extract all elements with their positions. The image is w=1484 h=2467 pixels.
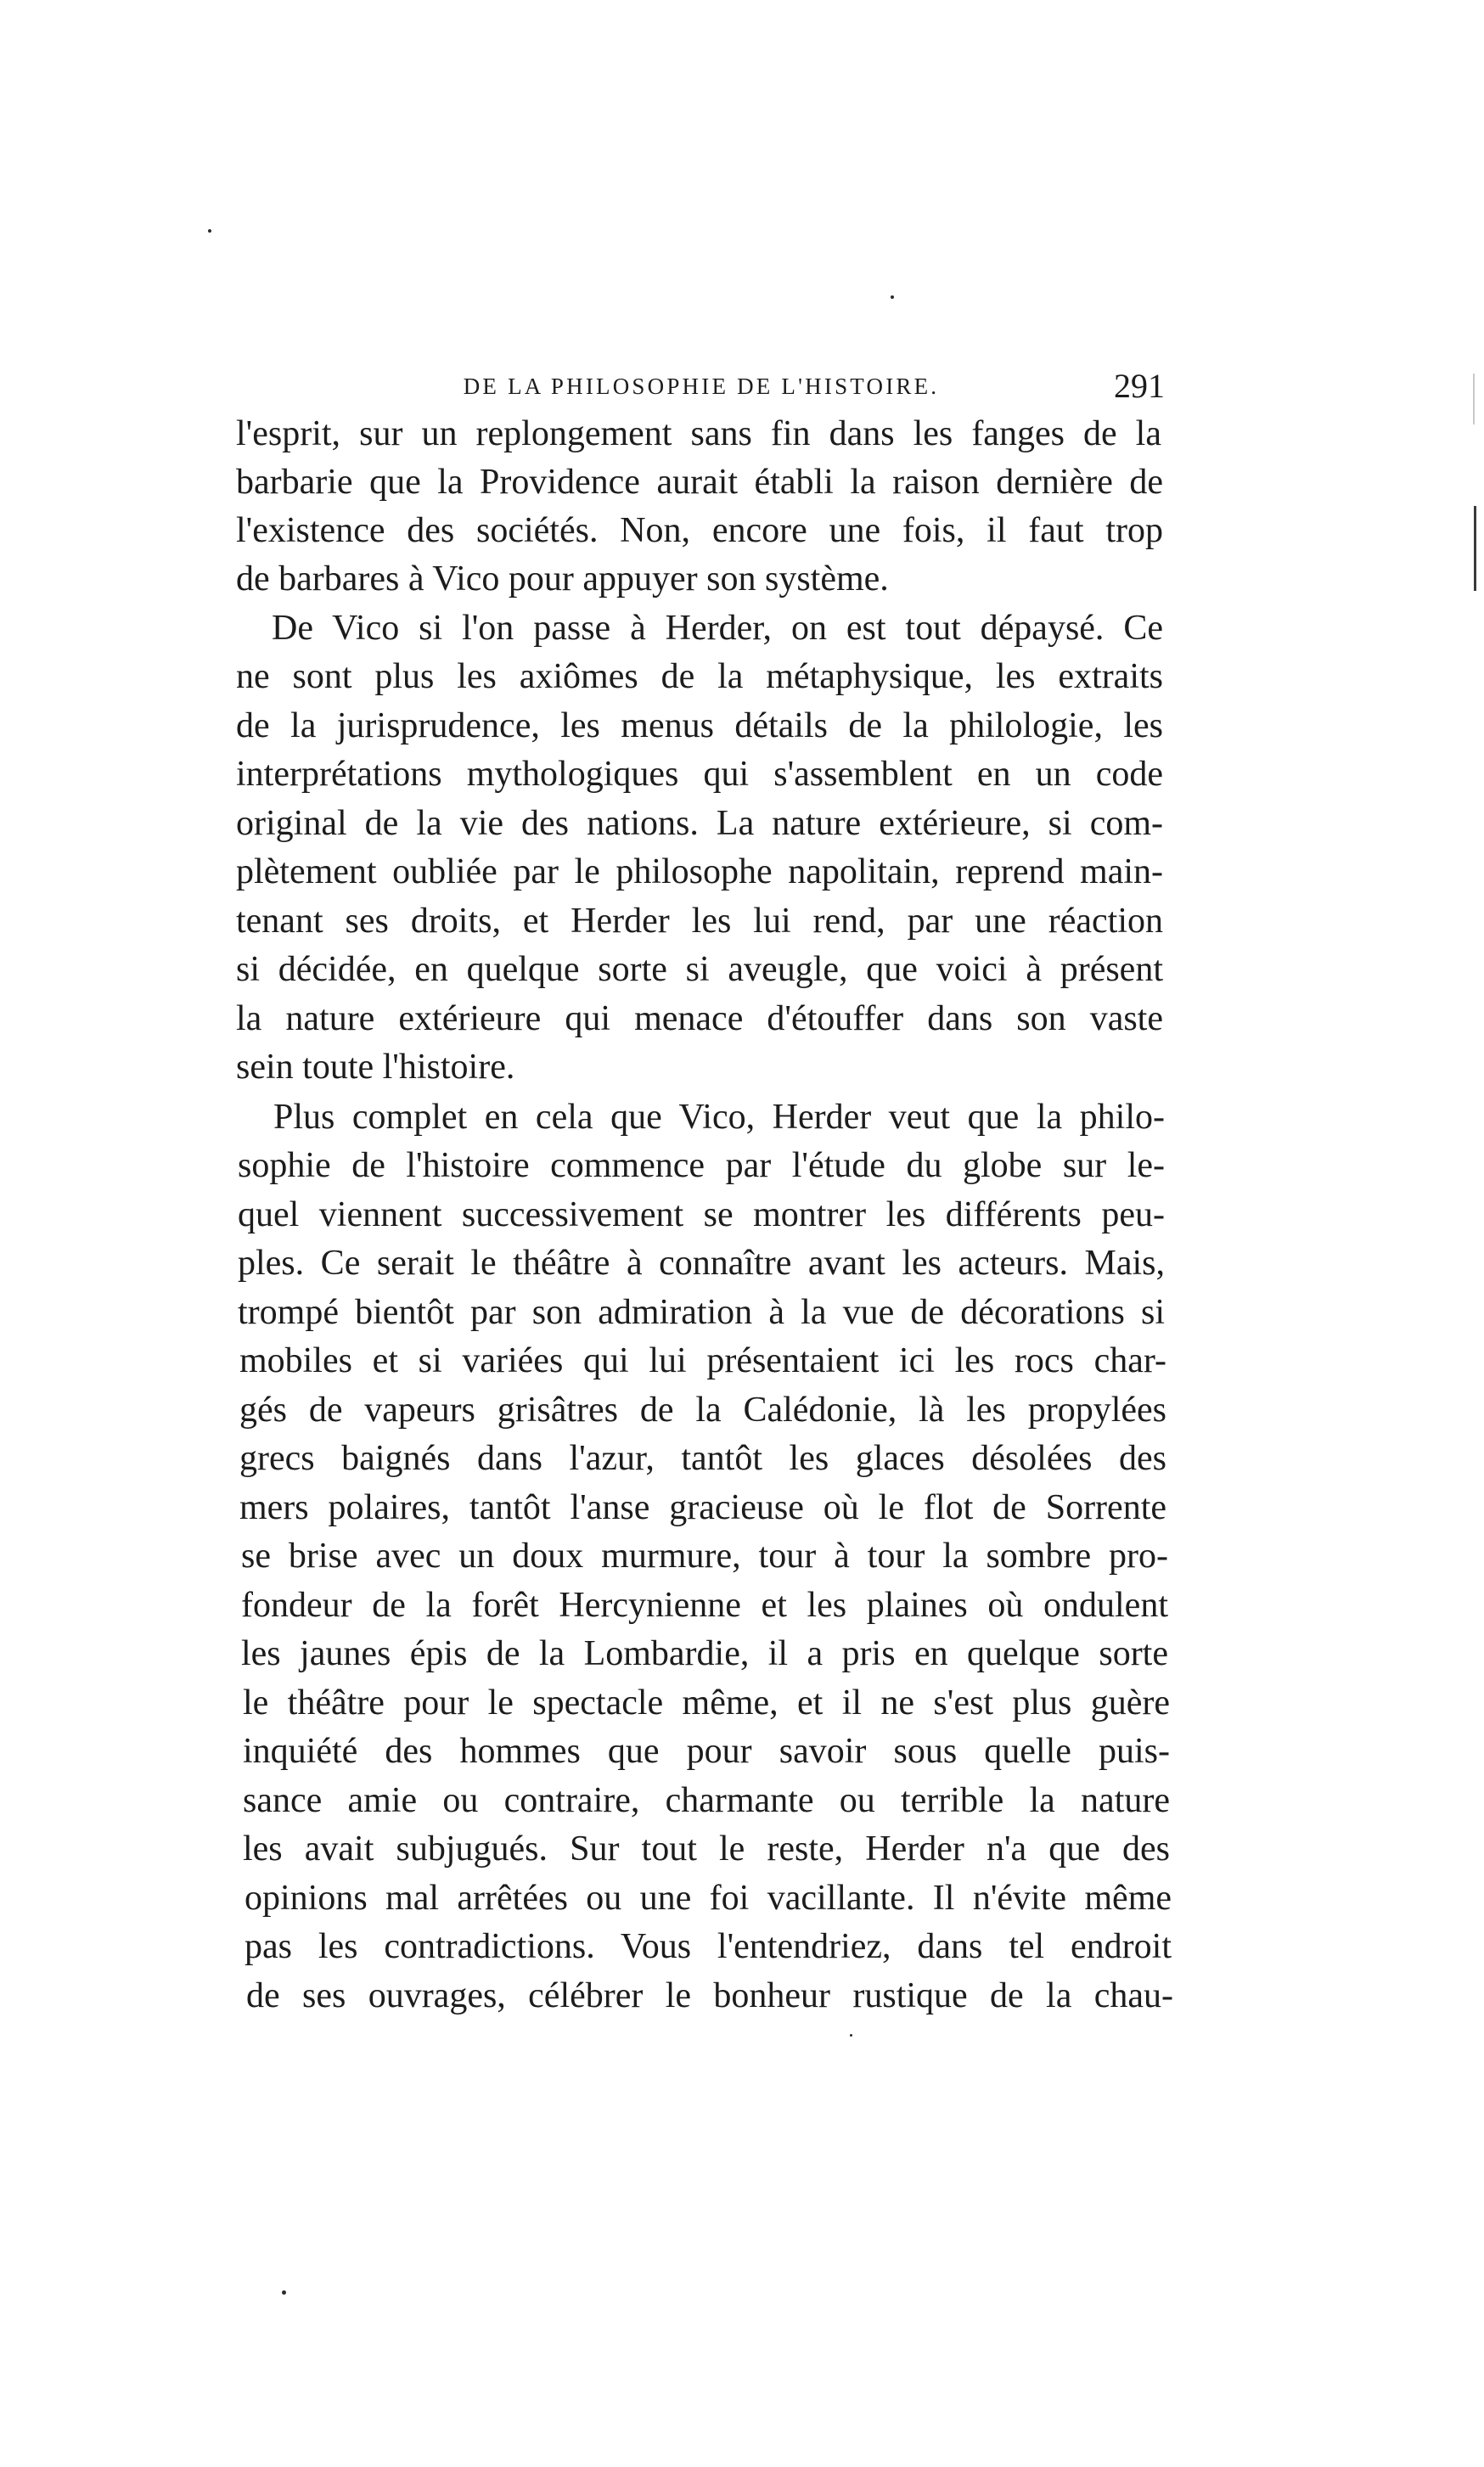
text-line: l'esprit, sur un replongement sans fin dans les fanges de la xyxy=(236,414,1161,453)
text-line: l'existence des sociétés. Non, encore une fois, il faut trop xyxy=(236,511,1163,550)
text-line: grecs baignés dans l'azur, tantôt les glaces désolées des xyxy=(239,1439,1166,1478)
text-line: la nature extérieure qui menace d'étouffer dans son vaste xyxy=(236,999,1163,1038)
text-line: les jaunes épis de la Lombardie, il a pris en quelque sorte xyxy=(241,1634,1168,1673)
text-line: sein toute l'histoire. xyxy=(236,1048,515,1087)
text-line: ne sont plus les axiômes de la métaphysique, les extraits xyxy=(236,657,1163,696)
text-line: se brise avec un doux murmure, tour à tour la sombre pro- xyxy=(241,1537,1168,1576)
text-line: de barbares à Vico pour appuyer son système. xyxy=(236,559,889,598)
text-line: mobiles et si variées qui lui présentaient ici les rocs char- xyxy=(239,1341,1166,1380)
text-line: De Vico si l'on passe à Herder, on est tout dépaysé. Ce xyxy=(272,609,1163,648)
text-line: le théâtre pour le spectacle même, et il ne s'est plus guère xyxy=(243,1683,1170,1722)
text-line: de la jurisprudence, les menus détails de la philologie, les xyxy=(236,706,1163,745)
text-line: sance amie ou contraire, charmante ou terrible la nature xyxy=(243,1781,1170,1820)
text-line: pas les contradictions. Vous l'entendriez, dans tel endroit xyxy=(245,1927,1172,1966)
text-line: fondeur de la forêt Hercynienne et les plaines où ondulent xyxy=(241,1586,1168,1625)
text-line: ples. Ce serait le théâtre à connaître avant les acteurs. Mais, xyxy=(238,1244,1165,1283)
text-line: plètement oubliée par le philosophe napolitain, reprend main- xyxy=(236,852,1163,891)
text-line: trompé bientôt par son admiration à la vue de décorations si xyxy=(238,1293,1165,1332)
page-number: 291 xyxy=(1114,367,1165,405)
text-line: gés de vapeurs grisâtres de la Calédonie, là les propylées xyxy=(239,1391,1166,1430)
text-line: barbarie que la Providence aurait établi la raison dernière de xyxy=(236,463,1163,502)
page-edge-mark xyxy=(1474,506,1476,591)
text-line: inquiété des hommes que pour savoir sous quelle puis- xyxy=(243,1732,1170,1771)
text-line: original de la vie des nations. La nature extérieure, si com- xyxy=(236,804,1163,843)
text-line: quel viennent successivement se montrer les différents peu- xyxy=(238,1195,1165,1234)
text-line: tenant ses droits, et Herder les lui rend, par une réaction xyxy=(236,902,1163,941)
scan-speck xyxy=(891,295,894,299)
text-line: sophie de l'histoire commence par l'étude du globe sur le- xyxy=(238,1146,1165,1185)
text-line: si décidée, en quelque sorte si aveugle, que voici à présent xyxy=(236,950,1163,989)
running-title: DE LA PHILOSOPHIE DE L'HISTOIRE. xyxy=(463,374,940,399)
text-line: interprétations mythologiques qui s'assemblent en un code xyxy=(236,755,1163,794)
scan-speck xyxy=(282,2290,286,2295)
text-line: les avait subjugués. Sur tout le reste, Herder n'a que des xyxy=(243,1829,1170,1869)
text-line: mers polaires, tantôt l'anse gracieuse où le flot de Sorrente xyxy=(239,1488,1166,1527)
scan-speck xyxy=(850,2034,852,2037)
page-edge-mark xyxy=(1473,374,1475,424)
text-line: de ses ouvrages, célébrer le bonheur rustique de la chau- xyxy=(246,1976,1173,2015)
text-line: opinions mal arrêtées ou une foi vacillante. Il n'évite même xyxy=(245,1879,1172,1918)
running-head xyxy=(238,361,1165,412)
scan-speck xyxy=(208,229,211,233)
text-line: Plus complet en cela que Vico, Herder veut que la philo- xyxy=(273,1098,1165,1137)
